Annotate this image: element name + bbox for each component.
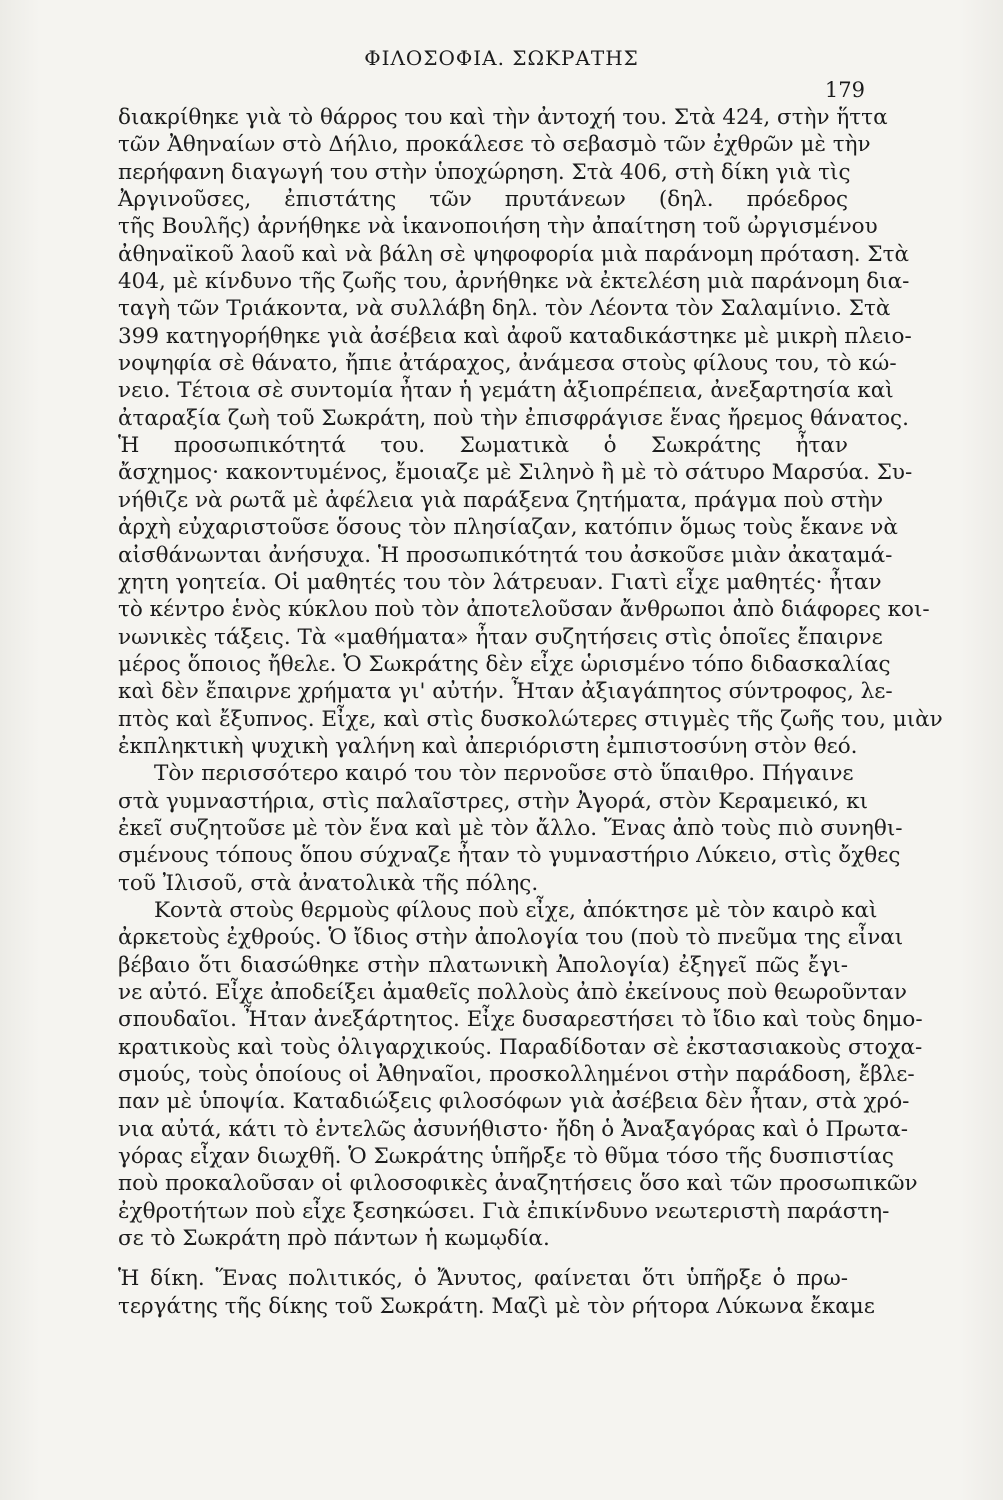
- paragraph: [118, 1265, 875, 1320]
- text-line: βέβαιο ὅτι διασώθηκε στὴν πλατωνικὴ Ἀπολογία) ἐξηγεῖ πῶς ἔγι-: [118, 952, 848, 978]
- section-heading-line: Ἡ δίκη. Ἕνας πολιτικός, ὁ Ἄνυτος, φαίνεται ὅτι ὑπῆρξε ὁ πρω-: [118, 1266, 848, 1292]
- text-line: νωνικὲς τάξεις. Τὰ «μαθήματα» ἦταν συζητήσεις στὶς ὁποῖες ἔπαιρνε: [118, 624, 883, 650]
- paragraph: [118, 104, 912, 432]
- page-header: [0, 46, 1003, 102]
- text-line: ἐχθροτήτων ποὺ εἶχε ξεσηκώσει. Γιὰ ἐπικίνδυνο νεωτεριστὴ παράστη-: [118, 1198, 890, 1224]
- section-heading-line: Ἡ προσωπικότητά του. Σωματικὰ ὁ Σωκράτης ἦταν: [118, 433, 848, 459]
- paragraph: [118, 760, 903, 897]
- text-line: νειο. Τέτοια σὲ συντομία ἦταν ἡ γεμάτη ἀξιοπρέπεια, ἀνεξαρτησία καὶ: [118, 378, 894, 404]
- text-line: νια αὐτά, κάτι τὸ ἐντελῶς ἀσυνήθιστο· ἤδη ὁ Ἀναξαγόρας καὶ ὁ Πρωτα-: [118, 1116, 908, 1142]
- text-line: Τὸν περισσότερο καιρό του τὸν περνοῦσε στὸ ὕπαιθρο. Πήγαινε: [154, 761, 854, 787]
- text-line: τὸ κέντρο ἑνὸς κύκλου ποὺ τὸν ἀποτελοῦσαν ἄνθρωποι ἀπὸ διάφορες κοι-: [118, 597, 930, 623]
- text-line: 399 κατηγορήθηκε γιὰ ἀσέβεια καὶ ἀφοῦ καταδικάστηκε μὲ μικρὴ πλειο-: [118, 323, 912, 349]
- text-line: ἀρχὴ εὐχαριστοῦσε ὅσους τὸν πλησίαζαν, κατόπιν ὅμως τοὺς ἔκανε νὰ: [118, 515, 898, 541]
- text-line: σμούς, τοὺς ὁποίους οἱ Ἀθηναῖοι, προσκολλημένοι στὴν παράδοση, ἔβλε-: [118, 1062, 915, 1088]
- text-line: νήθιζε νὰ ρωτᾶ μὲ ἀφέλεια γιὰ παράξενα ζητήματα, πράγμα ποὺ στὴν: [118, 487, 884, 513]
- text-line: ἀρκετοὺς ἐχθρούς. Ὁ ἴδιος στὴν ἀπολογία του (ποὺ τὸ πνεῦμα της εἶναι: [118, 925, 904, 951]
- text-line: πτὸς καὶ ἔξυπνος. Εἶχε, καὶ στὶς δυσκολώτερες στιγμὲς τῆς ζωῆς του, μιὰν: [118, 706, 943, 732]
- text-line: ποὺ προκαλοῦσαν οἱ φιλοσοφικὲς ἀναζητήσεις ὅσο καὶ τῶν προσωπικῶν: [118, 1171, 918, 1197]
- text-line: σμένους τόπους ὅπου σύχναζε ἦταν τὸ γυμναστήριο Λύκειο, στὶς ὄχθες: [118, 843, 901, 869]
- text-line: γόρας εἶχαν διωχθῆ. Ὁ Σωκράτης ὑπῆρξε τὸ θῦμα τόσο τῆς δυσπιστίας: [118, 1144, 894, 1170]
- text-line: ἐκεῖ συζητοῦσε μὲ τὸν ἕνα καὶ μὲ τὸν ἄλλο. Ἕνας ἀπὸ τοὺς πιὸ συνηθι-: [118, 815, 903, 841]
- text-line: τεργάτης τῆς δίκης τοῦ Σωκράτη. Μαζὶ μὲ τὸν ρήτορα Λύκωνα ἔκαμε: [118, 1293, 875, 1319]
- text-line: παν μὲ ὑποψία. Καταδιώξεις φιλοσόφων γιὰ ἀσέβεια δὲν ἦταν, στὰ χρό-: [118, 1089, 910, 1115]
- text-line: νοψηφία σὲ θάνατο, ἤπιε ἀτάραχος, ἀνάμεσα στοὺς φίλους του, τὸ κώ-: [118, 351, 897, 377]
- paragraph: [118, 432, 943, 760]
- text-line: αἰσθάνωνται ἀνήσυχα. Ἡ προσωπικότητά του ἀσκοῦσε μιὰν ἀκαταμά-: [118, 542, 893, 568]
- text-line: Ἀργινοῦσες, ἐπιστάτης τῶν πρυτάνεων (δηλ. πρόεδρος: [118, 187, 848, 213]
- text-line: νε αὐτό. Εἶχε ἀποδείξει ἀμαθεῖς πολλοὺς ἀπὸ ἐκείνους ποὺ θεωροῦνταν: [118, 980, 907, 1005]
- body-text: [118, 104, 943, 1320]
- page-number: 179: [824, 78, 865, 102]
- text-line: 404, μὲ κίνδυνο τῆς ζωῆς του, ἀρνήθηκε νὰ ἐκτελέση μιὰ παράνομη δια-: [118, 269, 910, 295]
- text-line: τοῦ Ἰλισοῦ, στὰ ἀνατολικὰ τῆς πόλης.: [118, 870, 539, 896]
- text-line: μέρος ὅποιος ἤθελε. Ὁ Σωκράτης δὲν εἶχε ὡρισμένο τόπο διδασκαλίας: [118, 651, 891, 677]
- text-line: ταγὴ τῶν Τριάκοντα, νὰ συλλάβη δηλ. τὸν Λέοντα τὸν Σαλαμίνιο. Στὰ: [118, 296, 891, 322]
- text-line: στὰ γυμναστήρια, στὶς παλαῖστρες, στὴν Ἀγορά, στὸν Κεραμεικό, κι: [118, 788, 869, 814]
- running-head: ΦΙΛΟΣΟΦΙΑ. ΣΩΚΡΑΤΗΣ: [364, 46, 639, 70]
- text-line: ἐκπληκτικὴ ψυχικὴ γαλήνη καὶ ἀπεριόριστη ἐμπιστοσύνη στὸν θεό.: [118, 733, 858, 759]
- text-line: τῶν Ἀθηναίων στὸ Δήλιο, προκάλεσε τὸ σεβασμὸ τῶν ἐχθρῶν μὲ τὴν: [118, 132, 871, 158]
- text-line: σπουδαῖοι. Ἦταν ἀνεξάρτητος. Εἶχε δυσαρεστήσει τὸ ἴδιο καὶ τοὺς δημο-: [118, 1007, 923, 1033]
- text-line: σε τὸ Σωκράτη πρὸ πάντων ἡ κωμῳδία.: [118, 1226, 550, 1252]
- text-line: ἀθηναϊκοῦ λαοῦ καὶ νὰ βάλη σὲ ψηφοφορία μιὰ παράνομη πρόταση. Στὰ: [118, 241, 910, 267]
- text-line: χητη γοητεία. Οἱ μαθητές του τὸν λάτρευαν. Γιατὶ εἶχε μαθητές· ἦταν: [118, 569, 882, 595]
- paragraph: [118, 897, 923, 1252]
- text-line: Κοντὰ στοὺς θερμοὺς φίλους ποὺ εἶχε, ἀπόκτησε μὲ τὸν καιρὸ καὶ: [154, 897, 878, 923]
- text-line: ἀταραξία ζωὴ τοῦ Σωκράτη, ποὺ τὴν ἐπισφράγισε ἕνας ἤρεμος θάνατος.: [118, 405, 909, 431]
- text-line: κρατικοὺς καὶ τοὺς ὀλιγαρχικούς. Παραδίδοταν σὲ ἐκστασιακοὺς στοχα-: [118, 1034, 923, 1060]
- text-line: καὶ δὲν ἔπαιρνε χρήματα γι' αὐτήν. Ἦταν ἀξιαγάπητος σύντροφος, λε-: [118, 679, 893, 705]
- text-line: διακρίθηκε γιὰ τὸ θάρρος του καὶ τὴν ἀντοχή του. Στὰ 424, στὴν ἥττα: [118, 105, 888, 130]
- text-line: ἄσχημος· κακοντυμένος, ἔμοιαζε μὲ Σιληνὸ ἢ μὲ τὸ σάτυρο Μαρσύα. Συ-: [118, 460, 913, 486]
- text-line: περήφανη διαγωγή του στὴν ὑποχώρηση. Στὰ 406, στὴ δίκη γιὰ τὶς: [118, 159, 851, 185]
- text-line: τῆς Βουλῆς) ἀρνήθηκε νὰ ἱκανοποιήση τὴν ἀπαίτηση τοῦ ὠργισμένου: [118, 214, 878, 240]
